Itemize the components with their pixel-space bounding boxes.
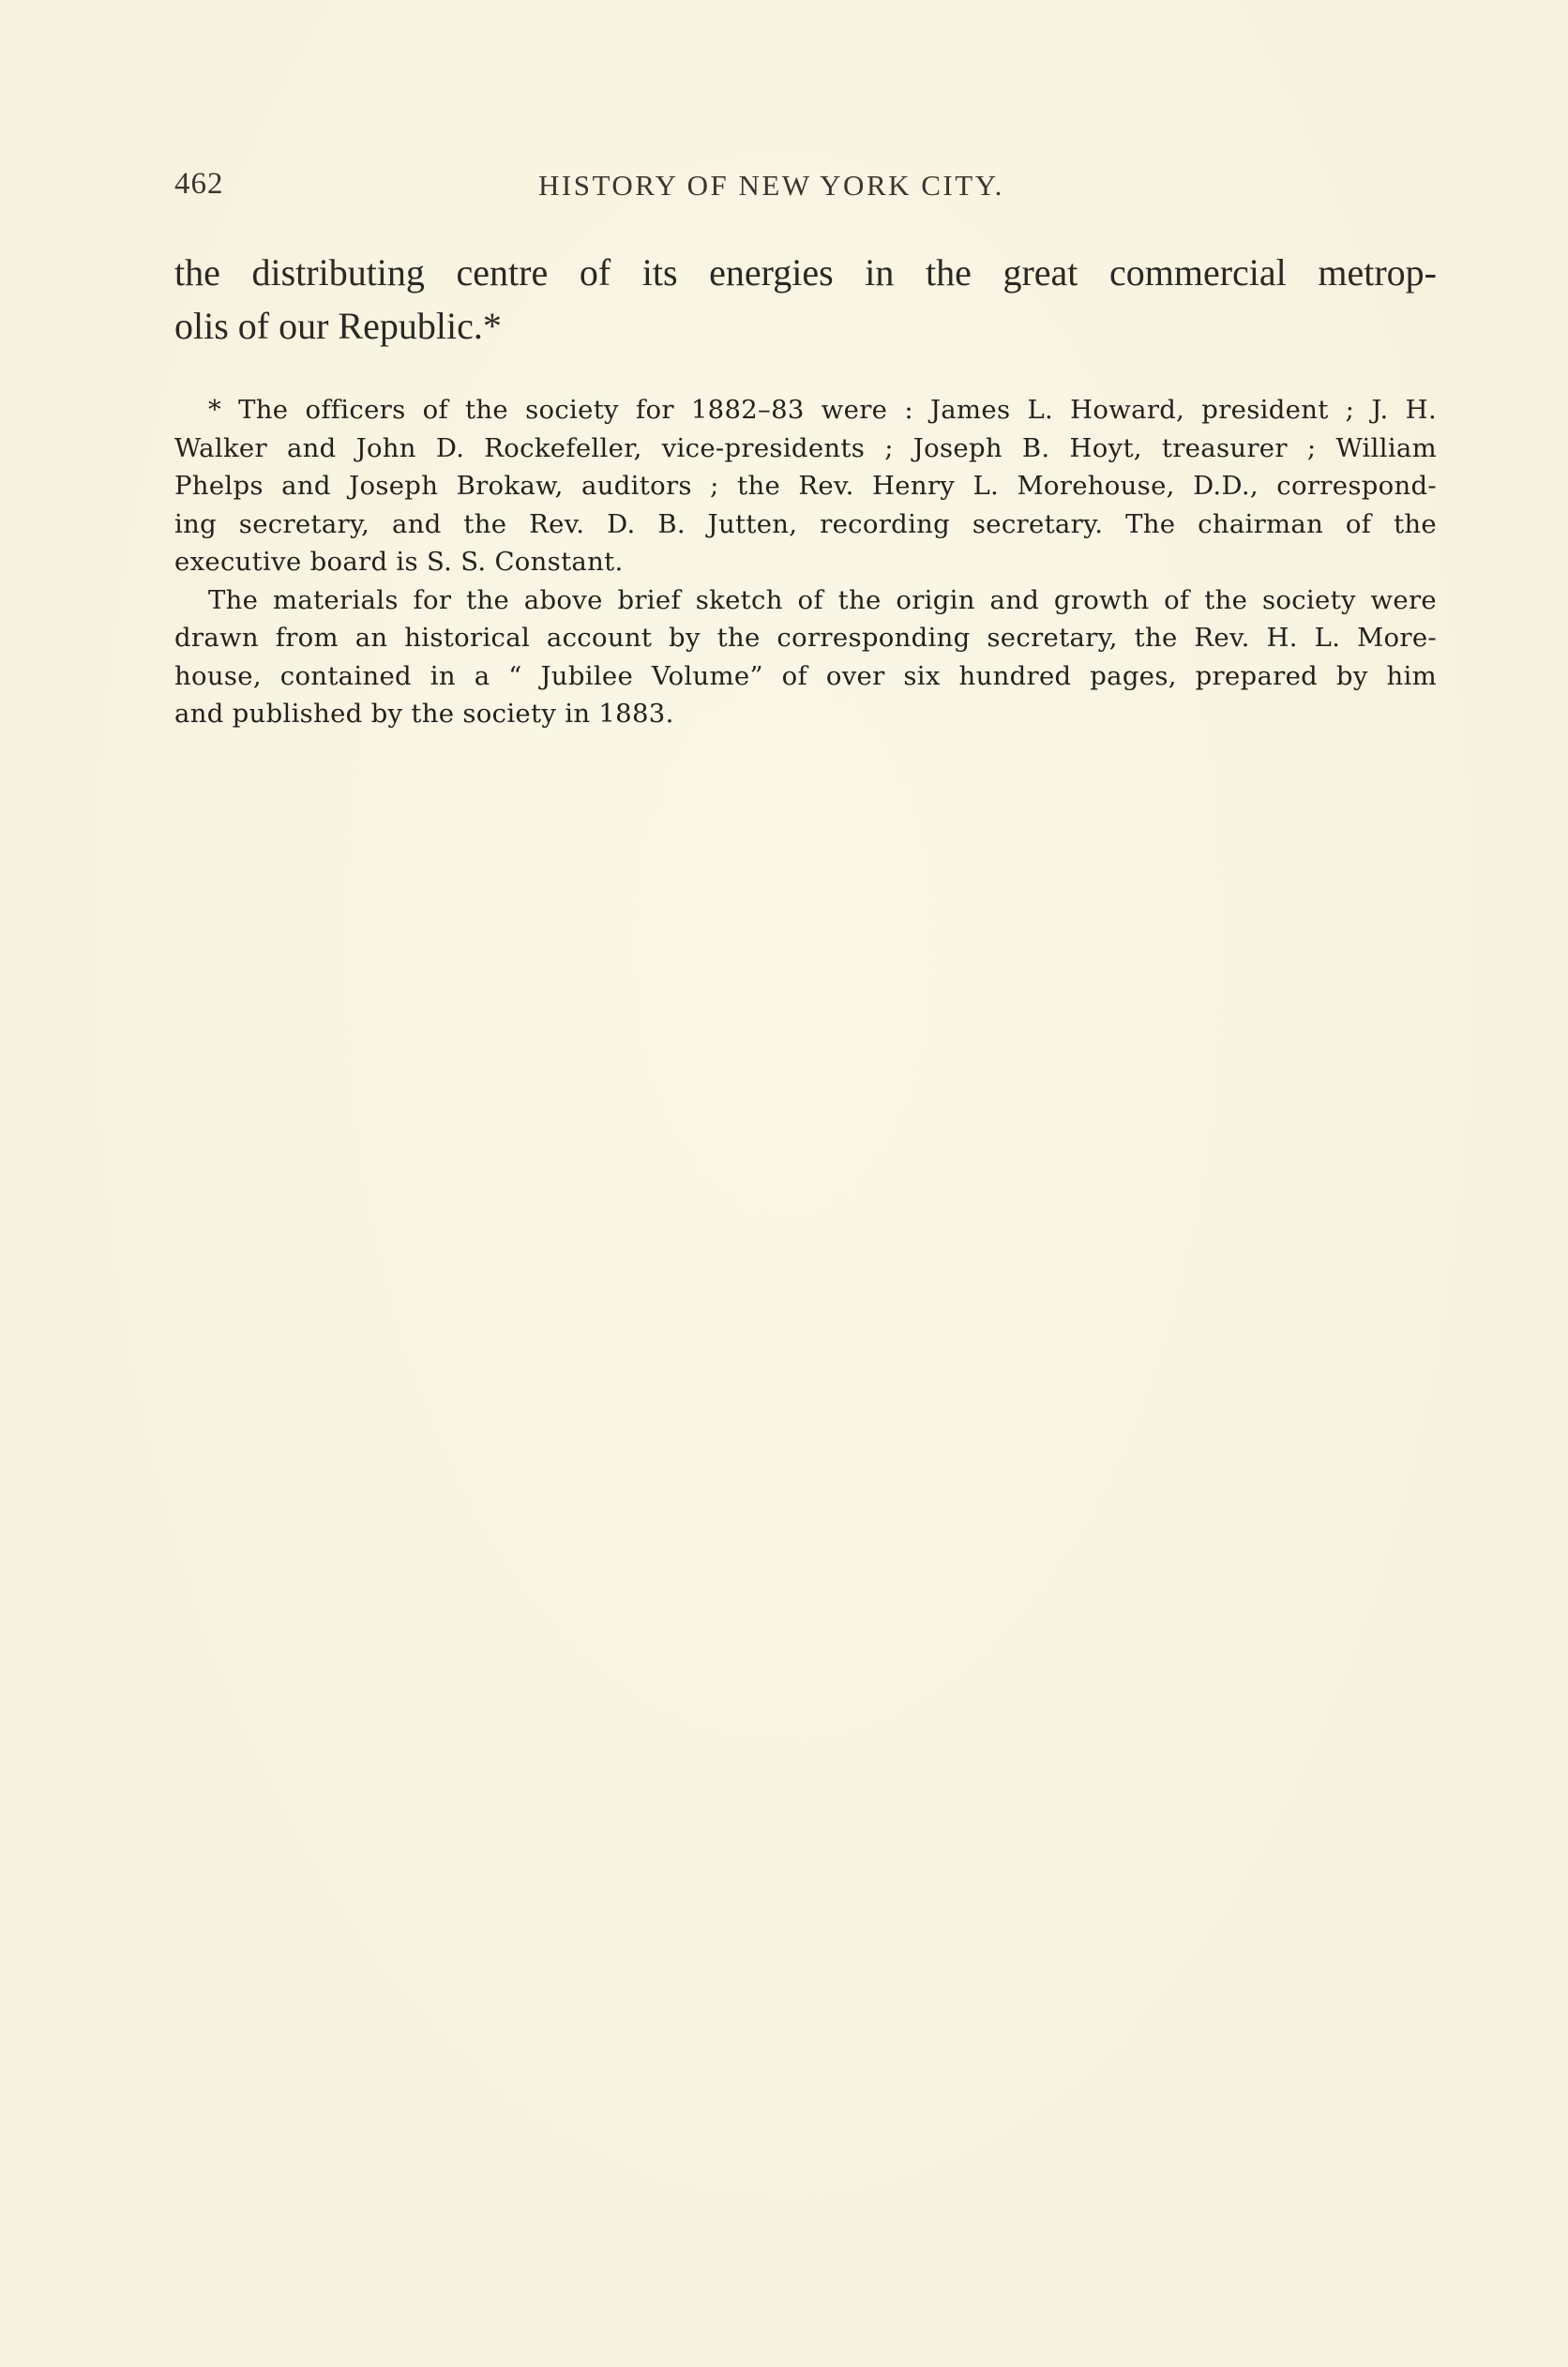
page-number: 462 — [174, 167, 224, 201]
footnote-line: and published by the society in 1883. — [174, 699, 674, 729]
footnote-line: executive board is S. S. Constant. — [174, 547, 624, 577]
footnote-line: ing secretary, and the Rev. D. B. Jutten, recording secretary. The chairman of the — [174, 508, 1437, 539]
footnote-line: house, contained in a “ Jubilee Volume” of over six hundred pages, prepared by him — [174, 660, 1437, 691]
body-paragraph — [174, 246, 1437, 353]
body-text — [174, 246, 1437, 353]
running-head — [174, 167, 1450, 204]
body-line: olis of our Republic.* — [174, 305, 502, 347]
body-line: the distributing centre of its energies in the great commercial metrop- — [174, 251, 1437, 294]
footnote-line: Walker and John D. Rockefeller, vice-presidents ; Joseph B. Hoyt, treasurer ; William — [174, 432, 1437, 463]
footnote-line: Phelps and Joseph Brokaw, auditors ; the Rev. Henry L. Morehouse, D.D., correspond- — [174, 471, 1437, 501]
footnote-paragraph-sources — [174, 581, 1437, 733]
running-title: HISTORY OF NEW YORK CITY. — [538, 169, 1004, 202]
footnote-paragraph-officers — [174, 391, 1437, 581]
footnote-line: The materials for the above brief sketch of the origin and growth of the society were — [208, 584, 1437, 615]
footnote-line: drawn from an historical account by the corresponding secretary, the Rev. H. L. More- — [174, 623, 1437, 653]
footnote-line: * The officers of the society for 1882–83 were : James L. Howard, president ; J. H. — [208, 395, 1437, 425]
footnote — [174, 391, 1437, 733]
